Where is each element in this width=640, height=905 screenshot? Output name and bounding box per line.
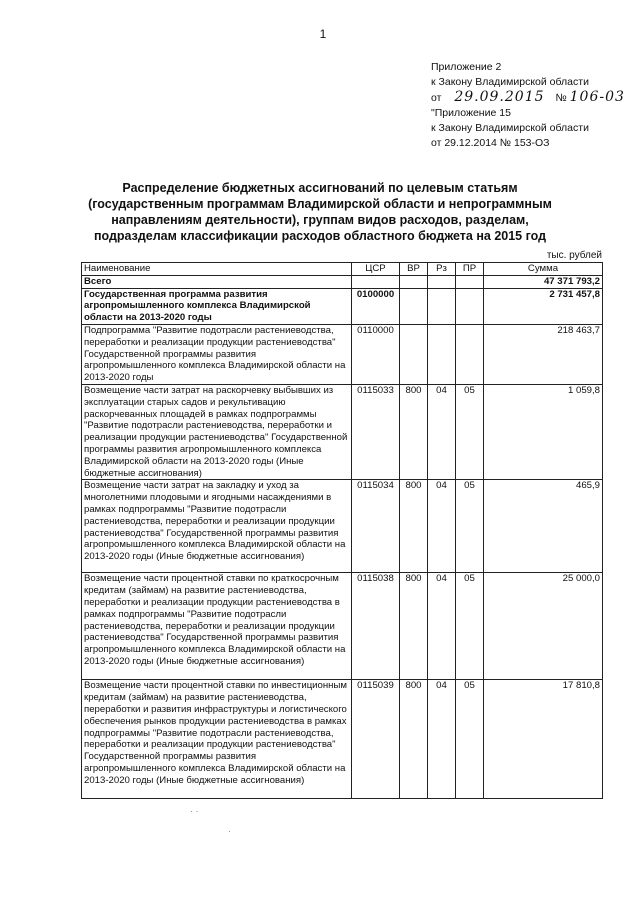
cell-name: Возмещение части затрат на раскорчевку выбывших из эксплуатации старых садов и рекультивацию раскорчеванных площадей в рамках подпрограммы "Развитие подотрасли растениеводства, переработки и реализации продукции растениеводства" Государственной программы развития агропромышленного комплекса Владимирской области на 2013-2020 годы (Иные бюджетные ассигнования) [82, 384, 352, 479]
units-label: тыс. рублей [546, 250, 602, 261]
cell-vr: 800 [400, 480, 428, 573]
cell-csr: 0115033 [352, 384, 400, 479]
handwritten-law-number: 106-03 [569, 89, 625, 105]
table-row [82, 288, 603, 324]
cell-name: Возмещение части затрат на закладку и уход за многолетними плодовыми и ягодными насаждениями в рамках подпрограммы "Развитие подотрасли растениеводства, переработки и реализации продукции растениеводства" Государственной программы развития агропромышленного комплекса Владимирской области на 2013-2020 годы (Иные бюджетные ассигнования) [82, 480, 352, 573]
cell-name: Возмещение части процентной ставки по краткосрочным кредитам (займам) на развитие растениеводства, переработки и реализации продукции растениеводства в рамках подпрограммы "Развитие подотрасли растениеводства, переработки и реализации продукции растениеводства" Государственной программы развития агропромышленного комплекса Владимирской области на 2013-2020 годы (Иные бюджетные ассигнования) [82, 573, 352, 680]
cell-rz [428, 275, 456, 288]
header-name: Наименование [82, 263, 352, 276]
table-row [82, 480, 603, 573]
header-csr: ЦСР [352, 263, 400, 276]
table-row [82, 573, 603, 680]
budget-table [81, 262, 603, 799]
appendix-line-2: к Закону Владимирской области [431, 76, 589, 88]
cell-csr: 0115034 [352, 480, 400, 573]
number-prefix: № [555, 92, 567, 104]
appendix-line-6: от 29.12.2014 № 153-ОЗ [431, 137, 550, 149]
cell-pr: 05 [456, 573, 484, 680]
appendix-line-1: Приложение 2 [431, 61, 502, 73]
appendix-line-5: к Закону Владимирской области [431, 122, 589, 134]
header-sum: Сумма [484, 263, 603, 276]
cell-sum: 25 000,0 [484, 573, 603, 680]
header-vr: ВР [400, 263, 428, 276]
cell-sum: 218 463,7 [484, 324, 603, 384]
cell-pr: 05 [456, 680, 484, 799]
cell-pr [456, 288, 484, 324]
cell-vr: 800 [400, 384, 428, 479]
cell-csr: 0110000 [352, 324, 400, 384]
header-rz: Рз [428, 263, 456, 276]
header-pr: ПР [456, 263, 484, 276]
table-row [82, 384, 603, 479]
cell-csr: 0100000 [352, 288, 400, 324]
handwritten-date: 29.09.2015 [454, 89, 545, 105]
cell-sum: 1 059,8 [484, 384, 603, 479]
scan-speck: · [228, 826, 231, 836]
cell-vr [400, 288, 428, 324]
cell-csr [352, 275, 400, 288]
cell-pr [456, 324, 484, 384]
cell-pr: 05 [456, 384, 484, 479]
cell-name: Возмещение части процентной ставки по инвестиционным кредитам (займам) на развитие растениеводства, переработки и развития инфраструктуры и логистического обеспечения рынков продукции растениеводства в рамках подпрограммы "Развитие подотрасли растениеводства, переработки и реализации продукции растениеводства" Государственной программы развития агропромышленного комплекса Владимирской области на 2013-2020 годы (Иные бюджетные ассигнования) [82, 680, 352, 799]
appendix-line-4: "Приложение 15 [431, 107, 511, 119]
cell-vr [400, 275, 428, 288]
cell-pr: 05 [456, 480, 484, 573]
table-header-row [82, 263, 603, 276]
cell-pr [456, 275, 484, 288]
cell-sum: 465,9 [484, 480, 603, 573]
cell-vr [400, 324, 428, 384]
date-prefix: от [431, 92, 442, 104]
cell-csr: 0115038 [352, 573, 400, 680]
table-row-total [82, 275, 603, 288]
cell-rz [428, 288, 456, 324]
table-row [82, 324, 603, 384]
table-row [82, 680, 603, 799]
cell-rz: 04 [428, 480, 456, 573]
cell-name: Подпрограмма "Развитие подотрасли растениеводства, переработки и реализации продукции растениеводства" Государственной программы развития агропромышленного комплекса Владимирской области на 2013-2020 годы [82, 324, 352, 384]
scan-speck: · · [190, 806, 199, 816]
cell-sum: 47 371 793,2 [484, 275, 603, 288]
cell-vr: 800 [400, 573, 428, 680]
page-number: 1 [319, 27, 327, 41]
cell-name: Всего [82, 275, 352, 288]
cell-sum: 2 731 457,8 [484, 288, 603, 324]
appendix-header [431, 60, 631, 151]
cell-rz: 04 [428, 573, 456, 680]
cell-name: Государственная программа развития агропромышленного комплекса Владимирской области на 2013-2020 годы [82, 288, 352, 324]
cell-rz: 04 [428, 680, 456, 799]
cell-rz [428, 324, 456, 384]
document-title: Распределение бюджетных ассигнований по целевым статьям (государственным программам Владимирской области и непрограммным направлениям деятельности), группам видов расходов, разделам, подразделам классификации расходов областного бюджета на 2015 год [88, 181, 552, 243]
appendix-date-line [431, 90, 631, 106]
cell-sum: 17 810,8 [484, 680, 603, 799]
cell-vr: 800 [400, 680, 428, 799]
cell-rz: 04 [428, 384, 456, 479]
cell-csr: 0115039 [352, 680, 400, 799]
